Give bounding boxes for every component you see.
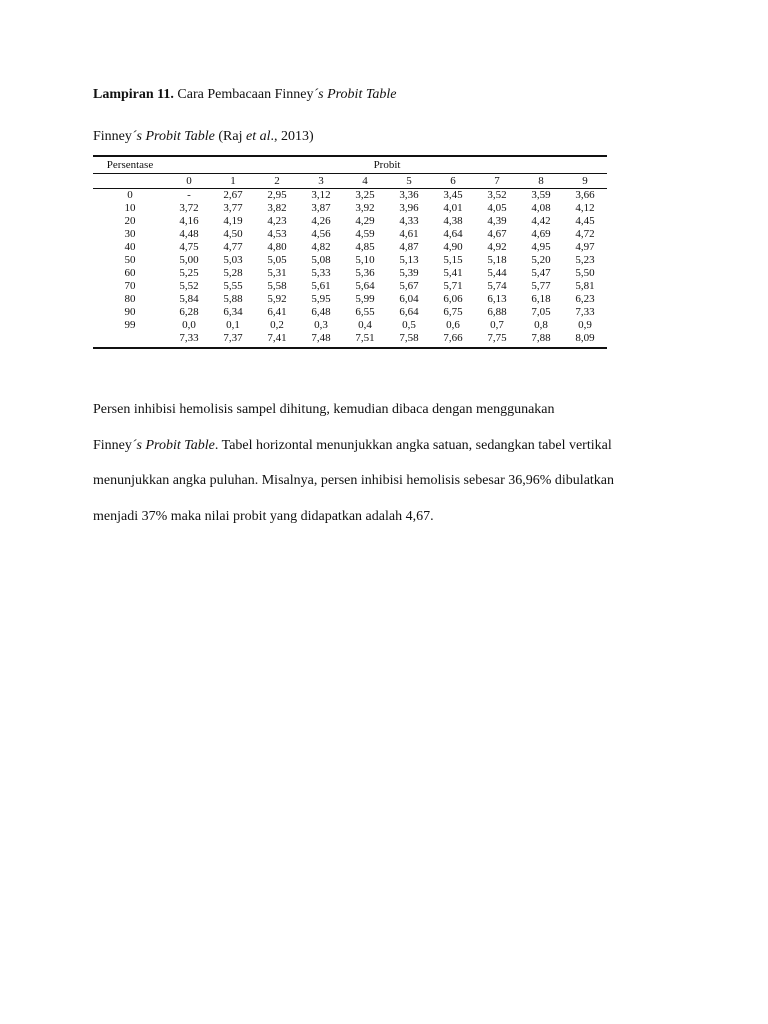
probit-value: 3,59 bbox=[531, 189, 551, 201]
probit-value: 5,92 bbox=[267, 293, 287, 305]
probit-value: 5,28 bbox=[223, 267, 243, 279]
table-row bbox=[93, 189, 607, 203]
paragraph-line-2-rest: . Tabel horizontal menunjukkan angka satuan, sedangkan tabel vertikal bbox=[214, 437, 612, 453]
probit-value: 4,67 bbox=[487, 228, 507, 240]
probit-value: 2,95 bbox=[267, 189, 287, 201]
probit-value: 6,23 bbox=[575, 293, 595, 305]
probit-value: 4,48 bbox=[179, 228, 199, 240]
row-percentage: 0 bbox=[127, 189, 133, 201]
probit-value: 3,82 bbox=[267, 202, 287, 214]
caption-prefix: Finney bbox=[93, 129, 132, 144]
explanation-paragraph bbox=[93, 392, 676, 534]
digit-header: 5 bbox=[387, 174, 431, 189]
probit-value: 5,84 bbox=[179, 293, 199, 305]
probit-value: 5,31 bbox=[267, 267, 287, 279]
probit-value: 4,87 bbox=[399, 241, 419, 253]
table-row bbox=[93, 241, 607, 254]
probit-value: 0,3 bbox=[314, 319, 328, 331]
probit-value: 4,01 bbox=[443, 202, 463, 214]
table-row bbox=[93, 228, 607, 241]
probit-value: 5,33 bbox=[311, 267, 331, 279]
paragraph-line-3: menunjukkan angka puluhan. Misalnya, persen inhibisi hemolisis sebesar 36,96% dibulatkan bbox=[93, 473, 615, 488]
probit-value: 5,18 bbox=[487, 254, 507, 266]
probit-value: 4,39 bbox=[487, 215, 507, 227]
digit-header: 3 bbox=[299, 174, 343, 189]
digit-header: 9 bbox=[563, 174, 607, 189]
table-row bbox=[93, 319, 607, 332]
probit-value: 2,67 bbox=[223, 189, 243, 201]
probit-value: 3,45 bbox=[443, 189, 463, 201]
probit-value: 7,41 bbox=[255, 332, 299, 348]
row-percentage: 50 bbox=[124, 254, 136, 266]
row-percentage: 40 bbox=[124, 241, 136, 253]
probit-value: 8,09 bbox=[563, 332, 607, 348]
digit-header: 8 bbox=[519, 174, 563, 189]
probit-value: 4,92 bbox=[487, 241, 507, 253]
probit-value: 4,16 bbox=[179, 215, 199, 227]
digit-header: 4 bbox=[343, 174, 387, 189]
probit-value: 7,75 bbox=[475, 332, 519, 348]
appendix-title: Cara Pembacaan Finney bbox=[173, 87, 314, 102]
probit-value: 6,55 bbox=[355, 306, 375, 318]
probit-value: 6,28 bbox=[179, 306, 199, 318]
probit-value: 5,88 bbox=[223, 293, 243, 305]
probit-value: 4,56 bbox=[311, 228, 331, 240]
probit-value: 5,00 bbox=[179, 254, 199, 266]
probit-value: 5,55 bbox=[223, 280, 243, 292]
digit-header-blank bbox=[93, 174, 167, 189]
table-row bbox=[93, 332, 607, 348]
probit-value: 4,72 bbox=[575, 228, 595, 240]
row-percentage: 60 bbox=[124, 267, 136, 279]
probit-value: 6,64 bbox=[399, 306, 419, 318]
probit-value: - bbox=[187, 189, 191, 201]
row-percentage: 99 bbox=[124, 319, 136, 331]
probit-value: 6,34 bbox=[223, 306, 243, 318]
probit-value: 5,74 bbox=[487, 280, 507, 292]
probit-value: 4,77 bbox=[223, 241, 243, 253]
probit-value: 4,97 bbox=[575, 241, 595, 253]
table-row bbox=[93, 306, 607, 319]
probit-value: 7,37 bbox=[211, 332, 255, 348]
probit-value: 5,36 bbox=[355, 267, 375, 279]
header-persentase: Persentase bbox=[93, 156, 167, 174]
probit-value: 4,26 bbox=[311, 215, 331, 227]
row-percentage: 20 bbox=[124, 215, 136, 227]
probit-value: 0,4 bbox=[358, 319, 372, 331]
caption-italic: ´s Probit Table bbox=[131, 129, 215, 144]
probit-table-container bbox=[93, 155, 604, 349]
probit-value: 4,12 bbox=[575, 202, 595, 214]
caption-et-al: et al bbox=[245, 129, 271, 144]
probit-value: 0,1 bbox=[226, 319, 240, 331]
probit-value: 6,18 bbox=[531, 293, 551, 305]
probit-value: 3,25 bbox=[355, 189, 375, 201]
probit-value: 3,12 bbox=[311, 189, 331, 201]
table-row bbox=[93, 280, 607, 293]
probit-value: 5,10 bbox=[355, 254, 375, 266]
probit-value: 4,90 bbox=[443, 241, 463, 253]
probit-value: 5,99 bbox=[355, 293, 375, 305]
probit-value: 3,52 bbox=[487, 189, 507, 201]
probit-value: 0,8 bbox=[534, 319, 548, 331]
appendix-label: Lampiran 11. bbox=[93, 87, 174, 102]
probit-value: 5,41 bbox=[443, 267, 463, 279]
probit-value: 5,47 bbox=[531, 267, 551, 279]
probit-value: 5,05 bbox=[267, 254, 287, 266]
probit-value: 5,13 bbox=[399, 254, 419, 266]
digit-header: 6 bbox=[431, 174, 475, 189]
probit-value: 6,13 bbox=[487, 293, 507, 305]
probit-value: 5,08 bbox=[311, 254, 331, 266]
table-row bbox=[93, 254, 607, 267]
header-probit: Probit bbox=[167, 156, 607, 174]
digit-header: 1 bbox=[211, 174, 255, 189]
row-percentage: 80 bbox=[124, 293, 136, 305]
probit-value: 4,29 bbox=[355, 215, 375, 227]
paragraph-line-2-prefix: Finney bbox=[93, 437, 132, 453]
probit-value: 0,2 bbox=[270, 319, 284, 331]
probit-value: 7,88 bbox=[519, 332, 563, 348]
probit-value: 0,5 bbox=[402, 319, 416, 331]
digit-header: 2 bbox=[255, 174, 299, 189]
row-percentage: 10 bbox=[124, 202, 136, 214]
probit-value: 4,05 bbox=[487, 202, 507, 214]
paragraph-line-4: menjadi 37% maka nilai probit yang didapatkan adalah 4,67. bbox=[93, 508, 434, 524]
table-row bbox=[93, 202, 607, 215]
probit-value: 4,61 bbox=[399, 228, 419, 240]
probit-value: 3,72 bbox=[179, 202, 199, 214]
probit-value: 6,41 bbox=[267, 306, 287, 318]
probit-value: 5,20 bbox=[531, 254, 551, 266]
probit-value: 6,04 bbox=[399, 293, 419, 305]
probit-value: 5,71 bbox=[443, 280, 463, 292]
probit-value: 4,08 bbox=[531, 202, 551, 214]
probit-value: 4,69 bbox=[531, 228, 551, 240]
probit-value: 4,42 bbox=[531, 215, 551, 227]
probit-value: 3,87 bbox=[311, 202, 331, 214]
probit-value: 6,48 bbox=[311, 306, 331, 318]
probit-value: 4,45 bbox=[575, 215, 595, 227]
probit-value: 6,75 bbox=[443, 306, 463, 318]
probit-value: 5,50 bbox=[575, 267, 595, 279]
probit-value: 5,39 bbox=[399, 267, 419, 279]
probit-value: 5,67 bbox=[399, 280, 419, 292]
probit-value: 6,06 bbox=[443, 293, 463, 305]
probit-value: 4,50 bbox=[223, 228, 243, 240]
probit-value: 4,38 bbox=[443, 215, 463, 227]
probit-value: 3,92 bbox=[355, 202, 375, 214]
probit-value: 7,33 bbox=[575, 306, 595, 318]
probit-value: 5,64 bbox=[355, 280, 375, 292]
probit-value: 3,36 bbox=[399, 189, 419, 201]
probit-value: 4,53 bbox=[267, 228, 287, 240]
probit-value: 4,85 bbox=[355, 241, 375, 253]
probit-value: 7,58 bbox=[387, 332, 431, 348]
appendix-heading bbox=[93, 86, 396, 104]
probit-value: 7,66 bbox=[431, 332, 475, 348]
appendix-title-italic: ´s Probit Table bbox=[313, 87, 397, 102]
probit-value: 0,9 bbox=[578, 319, 592, 331]
probit-value: 5,58 bbox=[267, 280, 287, 292]
probit-value: 3,66 bbox=[575, 189, 595, 201]
probit-value: 4,82 bbox=[311, 241, 331, 253]
probit-value: 5,95 bbox=[311, 293, 331, 305]
probit-table-body bbox=[93, 189, 607, 349]
probit-value: 6,88 bbox=[487, 306, 507, 318]
probit-value: 4,64 bbox=[443, 228, 463, 240]
probit-value: 5,03 bbox=[223, 254, 243, 266]
probit-value: 4,23 bbox=[267, 215, 287, 227]
probit-value: 5,15 bbox=[443, 254, 463, 266]
table-row bbox=[93, 293, 607, 306]
probit-value: 5,81 bbox=[575, 280, 595, 292]
probit-value: 4,80 bbox=[267, 241, 287, 253]
probit-value: 3,96 bbox=[399, 202, 419, 214]
row-percentage: 90 bbox=[124, 306, 136, 318]
probit-value: 4,95 bbox=[531, 241, 551, 253]
probit-value: 0,0 bbox=[182, 319, 196, 331]
probit-value: 7,51 bbox=[343, 332, 387, 348]
probit-value: 0,7 bbox=[490, 319, 504, 331]
probit-value: 3,77 bbox=[223, 202, 243, 214]
probit-table bbox=[93, 155, 607, 349]
probit-value: 7,48 bbox=[299, 332, 343, 348]
digit-header-row bbox=[93, 174, 607, 189]
digit-header: 7 bbox=[475, 174, 519, 189]
probit-value: 4,59 bbox=[355, 228, 375, 240]
probit-value: 4,33 bbox=[399, 215, 419, 227]
probit-value: 5,52 bbox=[179, 280, 199, 292]
probit-value: 7,05 bbox=[531, 306, 551, 318]
probit-value: 5,61 bbox=[311, 280, 331, 292]
row-percentage bbox=[93, 332, 167, 348]
digit-header: 0 bbox=[167, 174, 211, 189]
row-percentage: 30 bbox=[124, 228, 136, 240]
paragraph-line-1: Persen inhibisi hemolisis sampel dihitung, kemudian dibaca dengan menggunakan bbox=[93, 402, 555, 417]
table-row bbox=[93, 215, 607, 228]
row-percentage: 70 bbox=[124, 280, 136, 292]
caption-suffix: ., 2013) bbox=[270, 129, 314, 144]
caption-middle: (Raj bbox=[214, 129, 246, 144]
probit-value: 0,6 bbox=[446, 319, 460, 331]
probit-value: 5,23 bbox=[575, 254, 595, 266]
table-row bbox=[93, 267, 607, 280]
probit-value: 5,77 bbox=[531, 280, 551, 292]
paragraph-line-2 bbox=[93, 428, 676, 464]
probit-value: 4,19 bbox=[223, 215, 243, 227]
table-caption bbox=[93, 128, 314, 146]
probit-value: 5,44 bbox=[487, 267, 507, 279]
probit-value: 5,25 bbox=[179, 267, 199, 279]
paragraph-line-2-italic: ´s Probit Table bbox=[131, 437, 215, 453]
probit-value: 4,75 bbox=[179, 241, 199, 253]
probit-value: 7,33 bbox=[167, 332, 211, 348]
